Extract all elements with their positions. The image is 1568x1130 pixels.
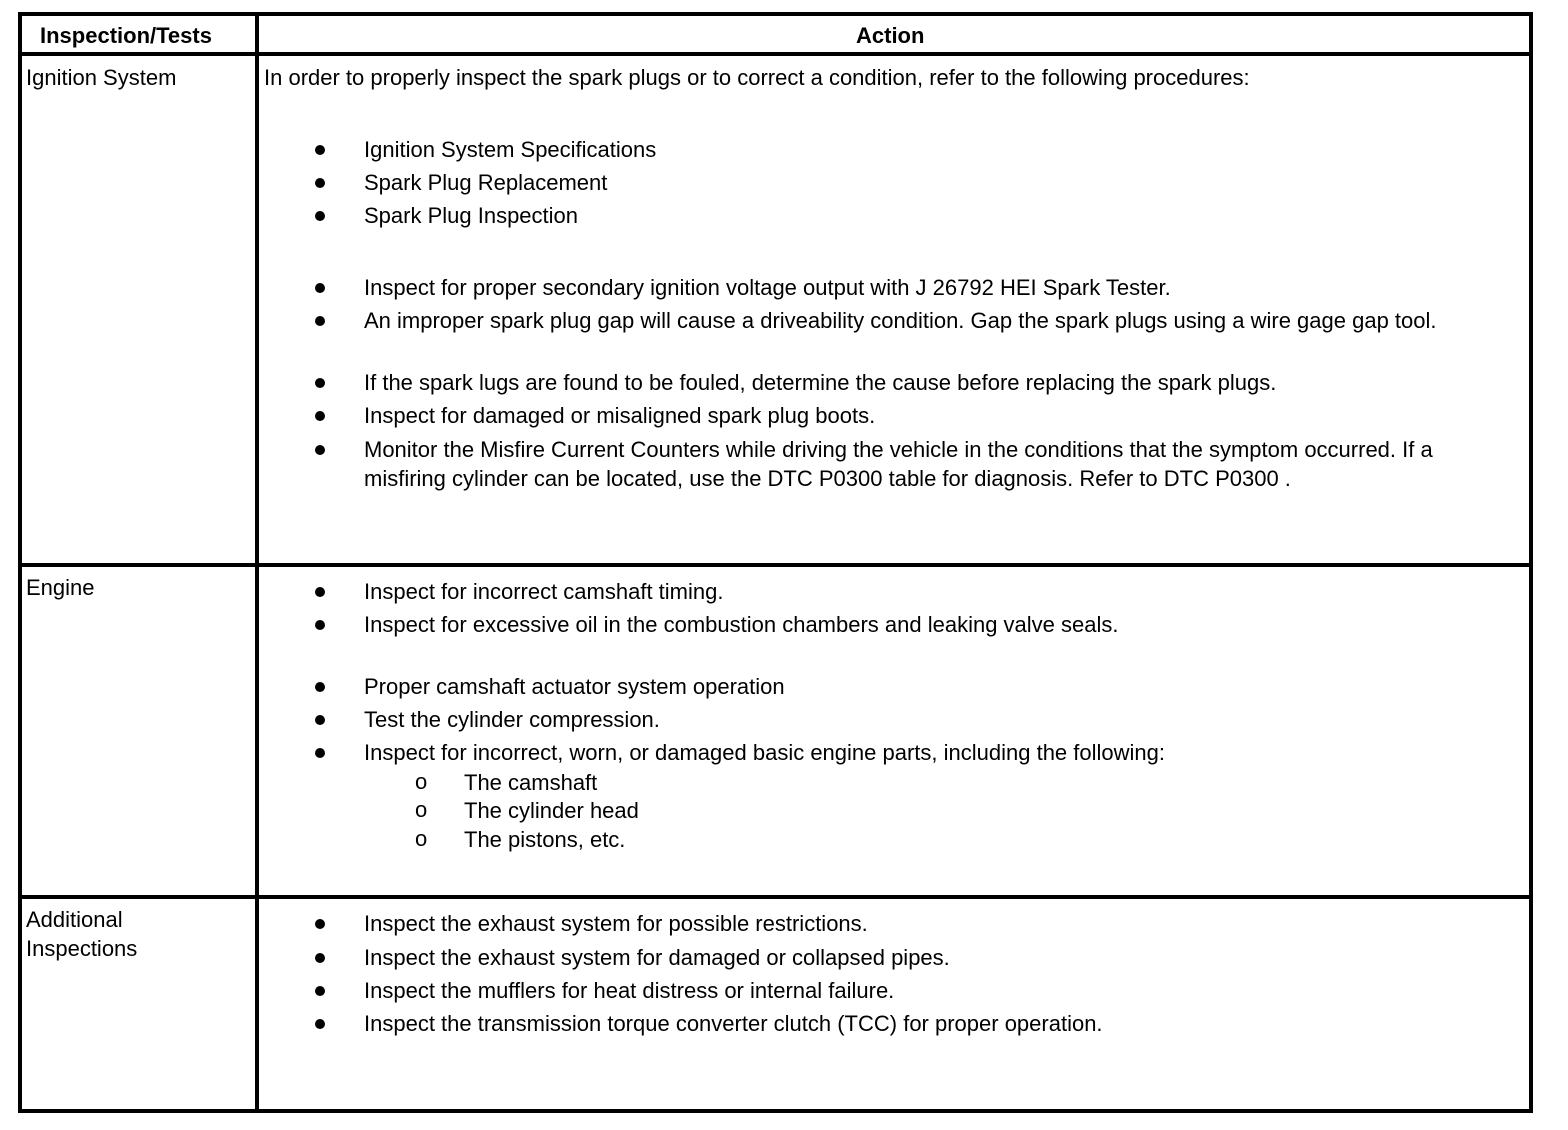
list-item: Inspect the mufflers for heat distress or internal failure. (364, 978, 895, 1003)
bullet-icon (315, 953, 325, 963)
bullet-icon (315, 145, 325, 155)
sub-list-item: The pistons, etc. (464, 827, 626, 852)
bullet-icon (315, 587, 325, 597)
sub-list-item: The camshaft (464, 770, 598, 795)
bullet-icon (315, 211, 325, 221)
header-action: Action (856, 23, 925, 48)
list-item: Inspect the exhaust system for possible restrictions. (364, 911, 868, 936)
sub-list-item: The cylinder head (464, 798, 639, 823)
list-item: An improper spark plug gap will cause a driveability condition. Gap the spark plugs using a wire gage gap tool. (364, 308, 1437, 333)
row-label-engine: Engine (26, 575, 95, 600)
list-item: Inspect for damaged or misaligned spark plug boots. (364, 403, 876, 428)
ignition-intro: In order to properly inspect the spark plugs or to correct a condition, refer to the following procedures: (264, 65, 1250, 90)
sub-bullet-icon: o (415, 769, 428, 794)
bullet-icon (315, 715, 325, 725)
link-spark-plug-replacement[interactable]: Spark Plug Replacement (364, 170, 608, 195)
sub-bullet-icon: o (415, 797, 428, 822)
list-item: Inspect for incorrect, worn, or damaged basic engine parts, including the following: (364, 740, 1165, 765)
list-item: Inspect for excessive oil in the combustion chambers and leaking valve seals. (364, 612, 1119, 637)
row-label-additional-inspections: Additional Inspections (26, 907, 138, 961)
sub-bullet-icon: o (415, 826, 428, 851)
border-bottom (18, 1109, 1533, 1113)
bullet-icon (315, 1019, 325, 1029)
row-divider-2 (18, 895, 1533, 899)
bullet-icon (315, 445, 325, 455)
list-item: Proper camshaft actuator system operation (364, 674, 785, 699)
row-divider-1 (18, 563, 1533, 567)
header-inspection-tests: Inspection/Tests (40, 23, 212, 48)
bullet-icon (315, 411, 325, 421)
bullet-icon (315, 748, 325, 758)
bullet-icon (315, 986, 325, 996)
list-item: Inspect the transmission torque converter clutch (TCC) for proper operation. (364, 1011, 1103, 1036)
list-item: Monitor the Misfire Current Counters while driving the vehicle in the conditions that the symptom occurred. If a misfiring cylinder can be located, use the DTC P0300 table for diagnosis. Refer to DTC P0300 . (364, 437, 1433, 491)
header-divider (18, 52, 1533, 56)
bullet-icon (315, 919, 325, 929)
bullet-icon (315, 682, 325, 692)
list-item: Inspect the exhaust system for damaged or collapsed pipes. (364, 945, 950, 970)
bullet-icon (315, 178, 325, 188)
list-item: Inspect for incorrect camshaft timing. (364, 579, 724, 604)
bullet-icon (315, 283, 325, 293)
list-item: If the spark lugs are found to be fouled, determine the cause before replacing the spark plugs. (364, 370, 1277, 395)
bullet-icon (315, 378, 325, 388)
border-top (18, 12, 1533, 16)
bullet-icon (315, 316, 325, 326)
link-ignition-system-specifications[interactable]: Ignition System Specifications (364, 137, 657, 162)
bullet-icon (315, 620, 325, 630)
list-item: Test the cylinder compression. (364, 707, 660, 732)
link-spark-plug-inspection[interactable]: Spark Plug Inspection (364, 203, 579, 228)
row-label-ignition-system: Ignition System (26, 65, 177, 90)
list-item: Inspect for proper secondary ignition voltage output with J 26792 HEI Spark Tester. (364, 275, 1171, 300)
